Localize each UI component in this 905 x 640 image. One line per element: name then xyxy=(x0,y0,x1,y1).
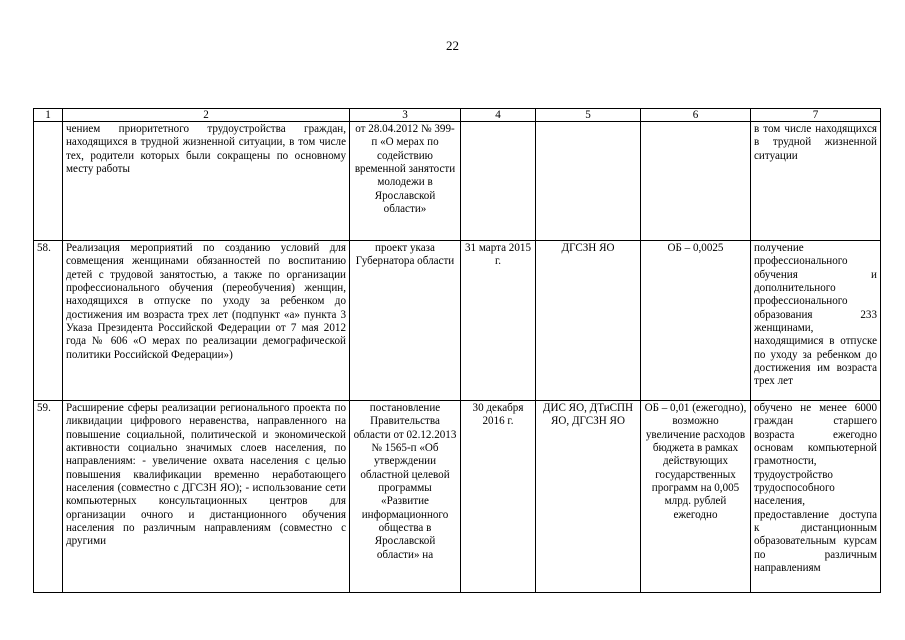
header-cell: 6 xyxy=(641,109,751,122)
row-number xyxy=(34,122,63,241)
deadline: 30 декабря 2016 г. xyxy=(461,401,536,593)
responsible: ДИС ЯО, ДТиСПН ЯО, ДГСЗН ЯО xyxy=(536,401,641,593)
header-cell: 7 xyxy=(751,109,881,122)
legal-act: проект указа Губернатора области xyxy=(350,241,461,401)
funding: ОБ – 0,01 (ежегодно), возможно увеличение расходов бюджета в рамках действующих государственных программ на 0,005 млрд. рублей ежегодно xyxy=(641,401,751,593)
funding xyxy=(641,122,751,241)
table-row xyxy=(34,122,881,241)
header-row xyxy=(34,109,881,122)
table-row xyxy=(34,241,881,401)
responsible: ДГСЗН ЯО xyxy=(536,241,641,401)
page-number: 22 xyxy=(446,38,459,53)
header-cell: 3 xyxy=(350,109,461,122)
responsible xyxy=(536,122,641,241)
legal-act: постановление Правительства области от 02.12.2013 № 1565-п «Об утверждении областной целевой программы «Развитие информационного общества в Ярославской области» на xyxy=(350,401,461,593)
header-cell: 2 xyxy=(63,109,350,122)
measure-description: Реализация мероприятий по созданию условий для совмещения женщинами обязанностей по воспитанию детей с трудовой занятостью, а также по организации профессионального обучения (переобучения) женщин, находящихся в отпуске по уходу за ребенком до достижения им возраста трех лет (подпункт «а» пункта 3 Указа Президента Российской Федерации от 7 мая 2012 года № 606 «О мерах по реализации демографической политики Российской Федерации») xyxy=(63,241,350,401)
funding: ОБ – 0,0025 xyxy=(641,241,751,401)
table-row xyxy=(34,401,881,593)
row-number: 59. xyxy=(34,401,63,593)
row-number: 58. xyxy=(34,241,63,401)
measure-description: чением приоритетного трудоустройства граждан, находящихся в трудной жизненной ситуации, в том числе тех, родители которых были сокращены по основному месту работы xyxy=(63,122,350,241)
expected-result: получение профессионального обучения и дополнительного профессионального образования 233 женщинами, находящимися в отпуске по уходу за ребенком до достижения им возраста трех лет xyxy=(751,241,881,401)
expected-result: в том числе находящихся в трудной жизненной ситуации xyxy=(751,122,881,241)
header-cell: 1 xyxy=(34,109,63,122)
deadline xyxy=(461,122,536,241)
measures-table xyxy=(33,108,881,593)
header-cell: 4 xyxy=(461,109,536,122)
expected-result: обучено не менее 6000 граждан старшего возраста ежегодно основам компьютерной грамотности, трудоустройство трудоспособного населения, предоставление доступа к дистанционным образовательным курсам по различным направлениям xyxy=(751,401,881,593)
legal-act: от 28.04.2012 № 399-п «О мерах по содействию временной занятости молодежи в Ярославской области» xyxy=(350,122,461,241)
measure-description: Расширение сферы реализации регионального проекта по ликвидации цифрового неравенства, направленного на повышение социальной, политической и экономической активности социально значимых слоев населения, по направлениям: - увеличение охвата населения с целью повышения квалификации временно неработающего населения (совместно с ДГСЗН ЯО); - использование сети компьютерных консультационных центров для организации очного и дистанционного обучения населения по различным направлениям (совместно с другими xyxy=(63,401,350,593)
header-cell: 5 xyxy=(536,109,641,122)
deadline: 31 марта 2015 г. xyxy=(461,241,536,401)
